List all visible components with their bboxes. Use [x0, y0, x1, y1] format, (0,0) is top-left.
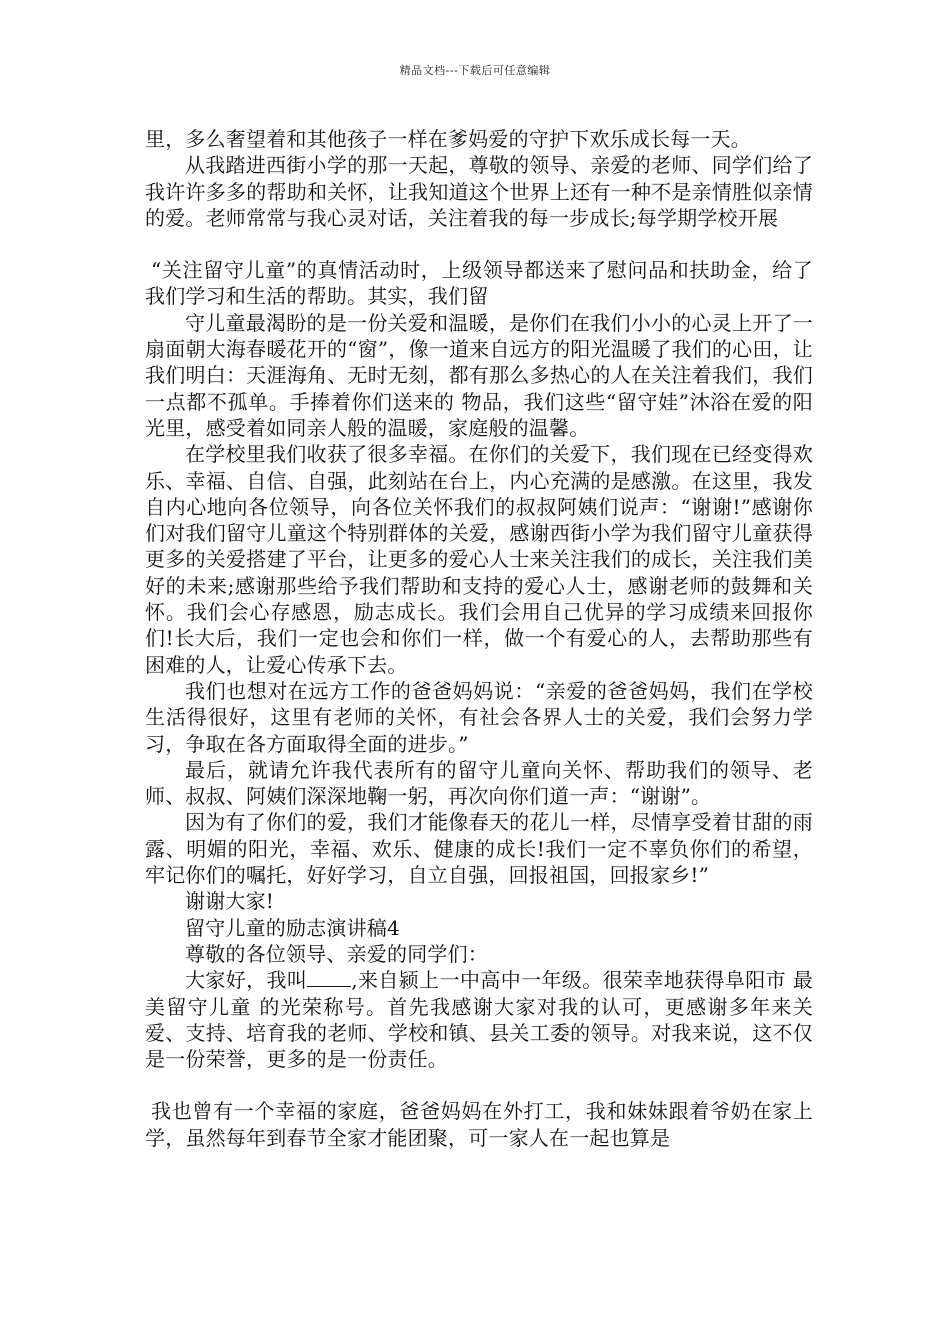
paragraph: 守儿童最渴盼的是一份关爱和温暖，是你们在我们小小的心灵上开了一扇面朝大海春暖花开的“窗”，像一道来自远方的阳光温暖了我们的心田，让我们明白：天涯海角、无时无刻，都有那么多热心的人在关注着我们，我们一点都不孤单。手捧着你们送来的 物品，我们这些“留守娃”沐浴在爱的阳光里，感受着如同亲人般的温暖，家庭般的温馨。 [145, 310, 813, 440]
closing-thanks: 谢谢大家! [185, 889, 275, 914]
section-title: 留守儿童的励志演讲稿4 [185, 915, 400, 940]
paragraph: 因为有了你们的爱，我们才能像春天的花儿一样，尽情享受着甘甜的雨露、明媚的阳光，幸福、欢乐、健康的成长!我们一定不辜负你们的希望，牢记你们的嘱托，好好学习，自立自强，回报祖国，回报家乡!” [145, 810, 813, 888]
salutation: 尊敬的各位领导、亲爱的同学们： [185, 941, 488, 966]
paragraph-start: 大家好，我叫 [185, 968, 308, 993]
document-body [145, 126, 813, 1151]
paragraph: 里，多么奢望着和其他孩子一样在爹妈爱的守护下欢乐成长每一天。 [145, 127, 751, 151]
page-header: 精品文档---下载后可任意编辑 [399, 64, 551, 77]
paragraph-rest: ,来自颍上一中高中一年级。很荣幸地获得阜阳市 最美留守儿童 的光荣称号。首先我感谢大家对我的认可，更感谢多年来关爱、支持、培育我的老师、学校和镇、县关工委的领导。对我来说，这不仅是一份荣誉，更多的是一份责任。 [145, 968, 813, 1072]
paragraph: 我们也想对在远方工作的爸爸妈妈说：“亲爱的爸爸妈妈，我们在学校生活得很好，这里有老师的关怀，有社会各界人士的关爱，我们会努力学习，争取在各方面取得全面的进步。” [145, 678, 813, 756]
paragraph-gap [145, 1072, 813, 1098]
paragraph-gap [145, 231, 813, 257]
paragraph: 我也曾有一个幸福的家庭，爸爸妈妈在外打工，我和妹妹跟着爷奶在家上学，虽然每年到春节全家才能团聚，可一家人在一起也算是 [145, 1099, 813, 1150]
paragraph: “关注留守儿童”的真情活动时，上级领导都送来了慰问品和扶助金，给了我们学习和生活的帮助。其实，我们留 [145, 258, 813, 309]
paragraph: 最后，就请允许我代表所有的留守儿童向关怀、帮助我们的领导、老师、叔叔、阿姨们深深地鞠一躬，再次向你们道一声：“谢谢”。 [145, 757, 813, 809]
paragraph: 在学校里我们收获了很多幸福。在你们的关爱下，我们现在已经变得欢乐、幸福、自信、自强，此刻站在台上，内心充满的是感激。在这里，我发自内心地向各位领导，向各位关怀我们的叔叔阿姨们说声：“谢谢!”感谢你们对我们留守儿童这个特别群体的关爱，感谢西街小学为我们留守儿童获得更多的关爱搭建了平台，让更多的爱心人士来关注我们的成长，关注我们美好的未来;感谢那些给予我们帮助和支持的爱心人士，感谢老师的鼓舞和关怀。我们会心存感恩，励志成长。我们会用自己优异的学习成绩来回报你们!长大后，我们一定也会和你们一样，做一个有爱心的人，去帮助那些有困难的人，让爱心传承下去。 [145, 442, 813, 677]
paragraph: 从我踏进西街小学的那一天起，尊敬的领导、亲爱的老师、同学们给了我许许多多的帮助和关怀，让我知道这个世界上还有一种不是亲情胜似亲情的爱。老师常常与我心灵对话，关注着我的每一步成长;每学期学校开展 [145, 153, 813, 230]
paragraph [145, 967, 813, 1072]
name-blank [307, 968, 351, 987]
